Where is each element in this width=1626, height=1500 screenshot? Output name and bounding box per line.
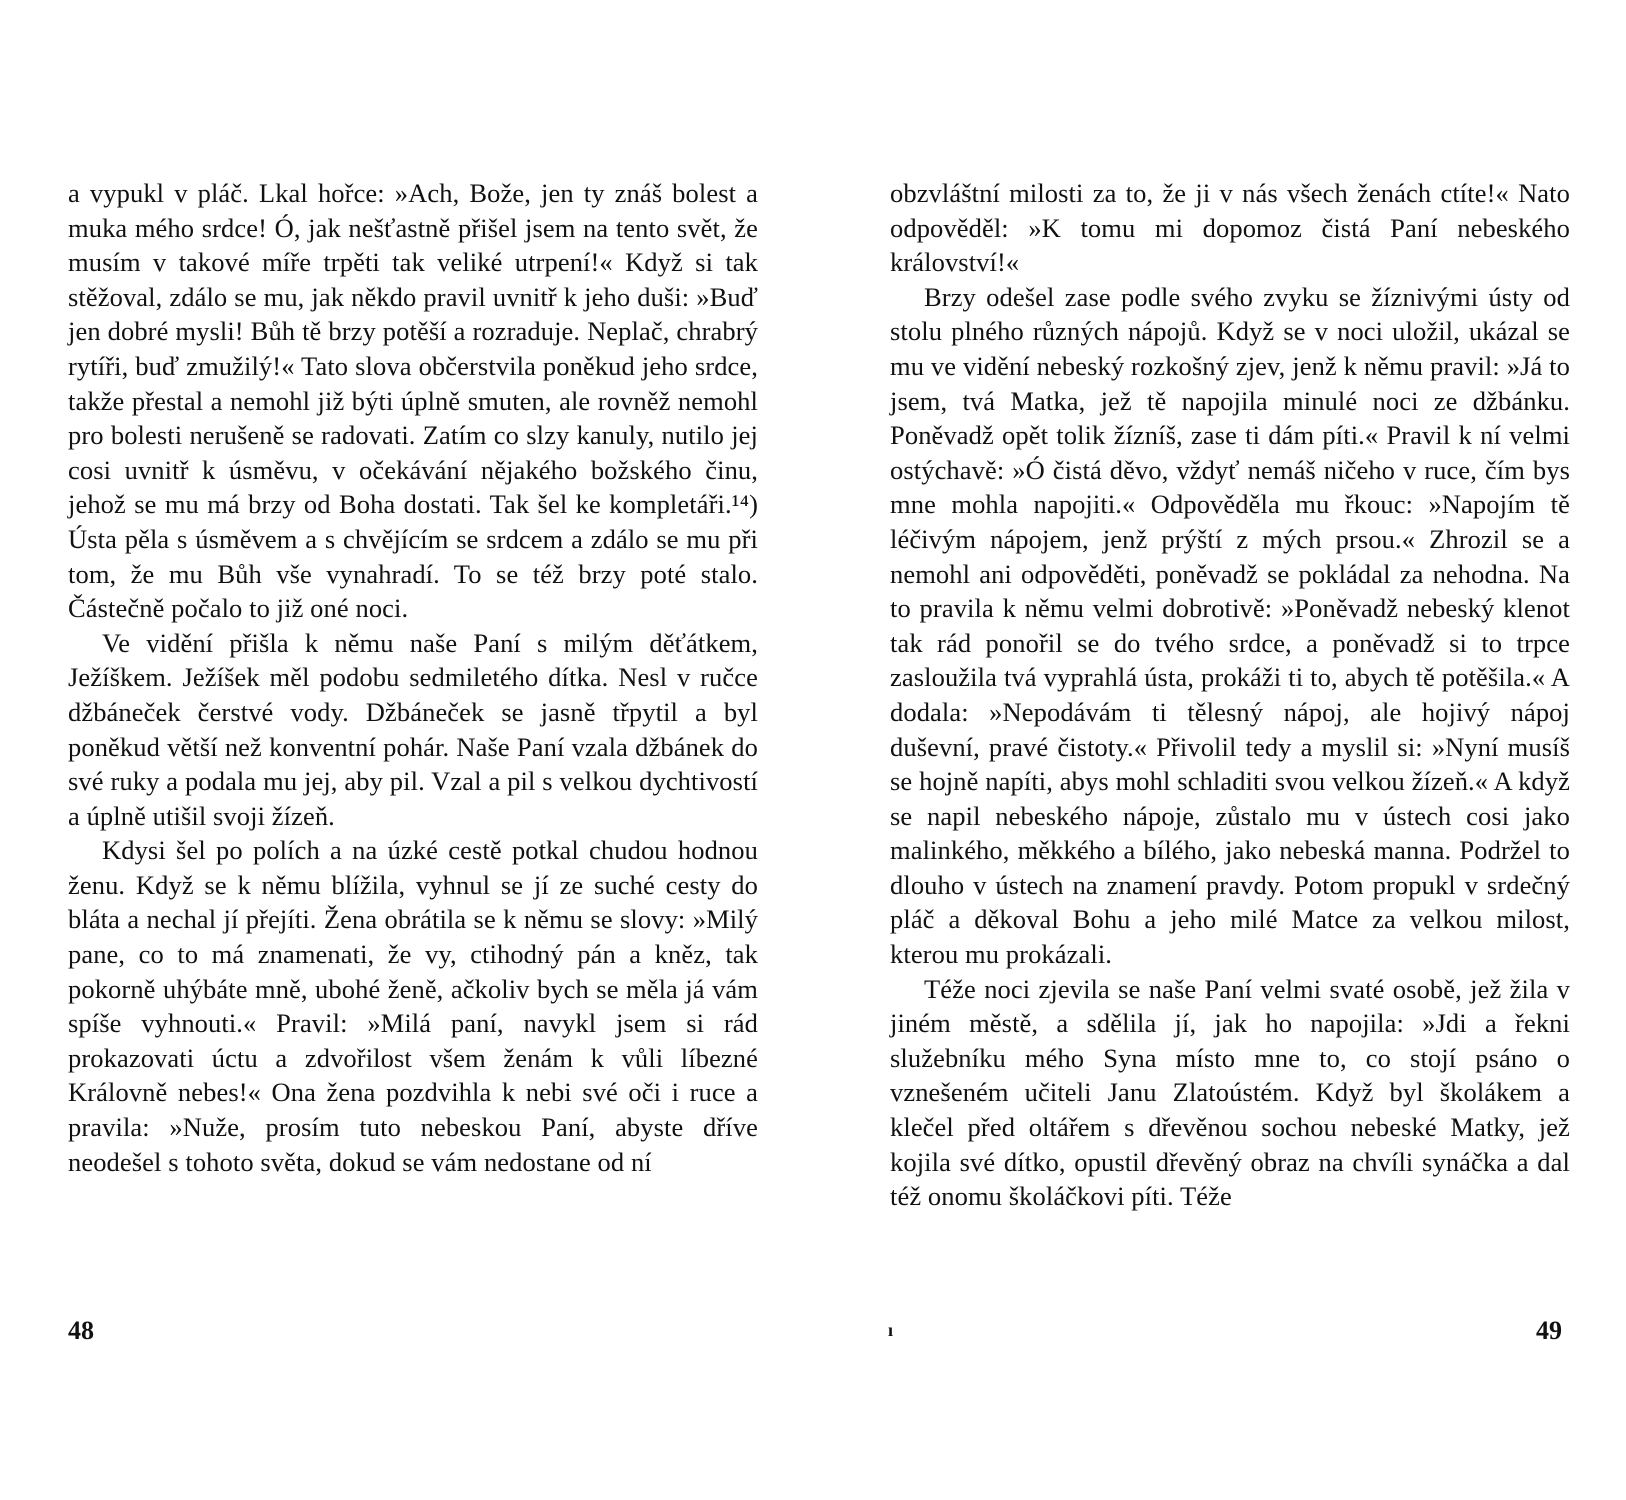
right-paragraph-2: Brzy odešel zase podle svého zvyku se žíznivými ústy od stolu plného různých nápojů. Když se v noci uložil, ukázal se mu ve vidění nebeský rozkošný zjev, jenž k němu pravil: »Já to jsem, tvá Matka, jež tě napojila minulé noci ze džbánku. Poněvadž opět tolik žízníš, zase ti dám píti.« Pravil k ní velmi ostýchavě: »Ó čistá děvo, vždyť nemáš ničeho v ruce, čím bys mne mohla napojiti.« Odpověděla mu řkouc: »Napojím tě léčivým nápojem, jenž prýští z mých prsou.« Zhrozil se a nemohl ani odpověděti, poněvadž se pokládal za nehodna. Na to pravila k němu velmi dobrotivě: »Poněvadž nebeský klenot tak rád ponořil se do tvého srdce, a poněvadž si to trpce zasloužila tvá vyprahlá ústa, prokáži ti to, abych tě potěšila.« A dodala: »Nepodávám ti tělesný nápoj, ale hojivý nápoj duševní, pravé čistoty.« Přivolil tedy a myslil si: »Nyní musíš se hojně napíti, abys mohl schladiti svou velkou žízeň.« A když se napil nebeského nápoje, zůstalo mu v ústech cosi jako malinkého, měkkého a bílého, jako nebeská manna. Podržel to dlouho v ústech na znamení pravdy. Potom propukl v srdečný pláč a děkoval Bohu a jeho milé Matce za velkou milost, kterou mu prokázali. <box>890 281 1570 970</box>
right-page <box>890 176 1570 1214</box>
page-number-right: 49 <box>1536 1316 1562 1345</box>
left-paragraph-1: a vypukl v pláč. Lkal hořce: »Ach, Bože, jen ty znáš bolest a muka mého srdce! Ó, jak nešťastně přišel jsem na tento svět, že musím v takové míře trpěti tak veliké utrpení!« Když si tak stěžoval, zdálo se mu, jak někdo pravil uvnitř k jeho duši: »Buď jen dobré mysli! Bůh tě brzy potěší a rozraduje. Neplač, chrabrý rytíři, buď zmužilý!« Tato slova občerstvila poněkud jeho srdce, takže přestal a nemohl již býti úplně smuten, ale rovněž nemohl pro bolesti nerušeně se radovati. Zatím co slzy kanuly, nutilo jej cosi uvnitř k úsměvu, v očekávání nějakého božského činu, jehož se mu má brzy od Boha dostati. Tak šel ke kompletáři.¹⁴) Ústa pěla s úsměvem a s chvějícím se srdcem a zdálo se mu při tom, že mu Bůh vše vynahradí. To se též brzy poté stalo. Částečně počalo to již oné noci. <box>68 178 758 624</box>
left-page <box>68 176 758 1179</box>
stray-print-mark: ı <box>888 1320 894 1340</box>
right-paragraph-3: Téže noci zjevila se naše Paní velmi svaté osobě, jež žila v jiném městě, a sdělila jí, jak ho napojila: »Jdi a řekni služebníku mého Syna místo mne to, co stojí psáno o vznešeném učiteli Janu Zlatoústém. Když byl školákem a klečel před oltářem s dřevěnou sochou nebeské Matky, jež kojila své dítko, opustil dřevěný obraz na chvíli synáčka a dal též onomu školáčkovi píti. Téže <box>890 973 1570 1212</box>
left-paragraph-3: Kdysi šel po polích a na úzké cestě potkal chudou hodnou ženu. Když se k němu blížila, vyhnul se jí ze suché cesty do bláta a nechal jí přejíti. Žena obrátila se k němu se slovy: »Milý pane, co to má znamenati, že vy, ctihodný pán a kněz, tak pokorně uhýbáte mně, ubohé ženě, ačkoliv bych se měla já vám spíše vyhnouti.« Pravil: »Milá paní, navykl jsem si rád prokazovati úctu a zdvořilost všem ženám k vůli líbezné Královně nebes!« Ona žena pozdvihla k nebi své oči i ruce a pravila: »Nuže, prosím tuto nebeskou Paní, abyste dříve neodešel s tohoto světa, dokud se vám nedostane od ní <box>68 835 758 1177</box>
left-paragraph-2: Ve vidění přišla k němu naše Paní s milým děťátkem, Ježíškem. Ježíšek měl podobu sedmiletého dítka. Nesl v ručce džbáneček čerstvé vody. Džbáneček se jasně třpytil a byl poněkud větší než konventní pohár. Naše Paní vzala džbánek do své ruky a podala mu jej, aby pil. Vzal a pil s velkou dychtivostí a úplně utišil svoji žízeň. <box>68 627 758 831</box>
page-number-left: 48 <box>68 1316 94 1345</box>
right-paragraph-1: obzvláštní milosti za to, že ji v nás všech ženách ctíte!« Nato odpověděl: »K tomu mi dopomoz čistá Paní nebeského království!« <box>890 178 1570 278</box>
